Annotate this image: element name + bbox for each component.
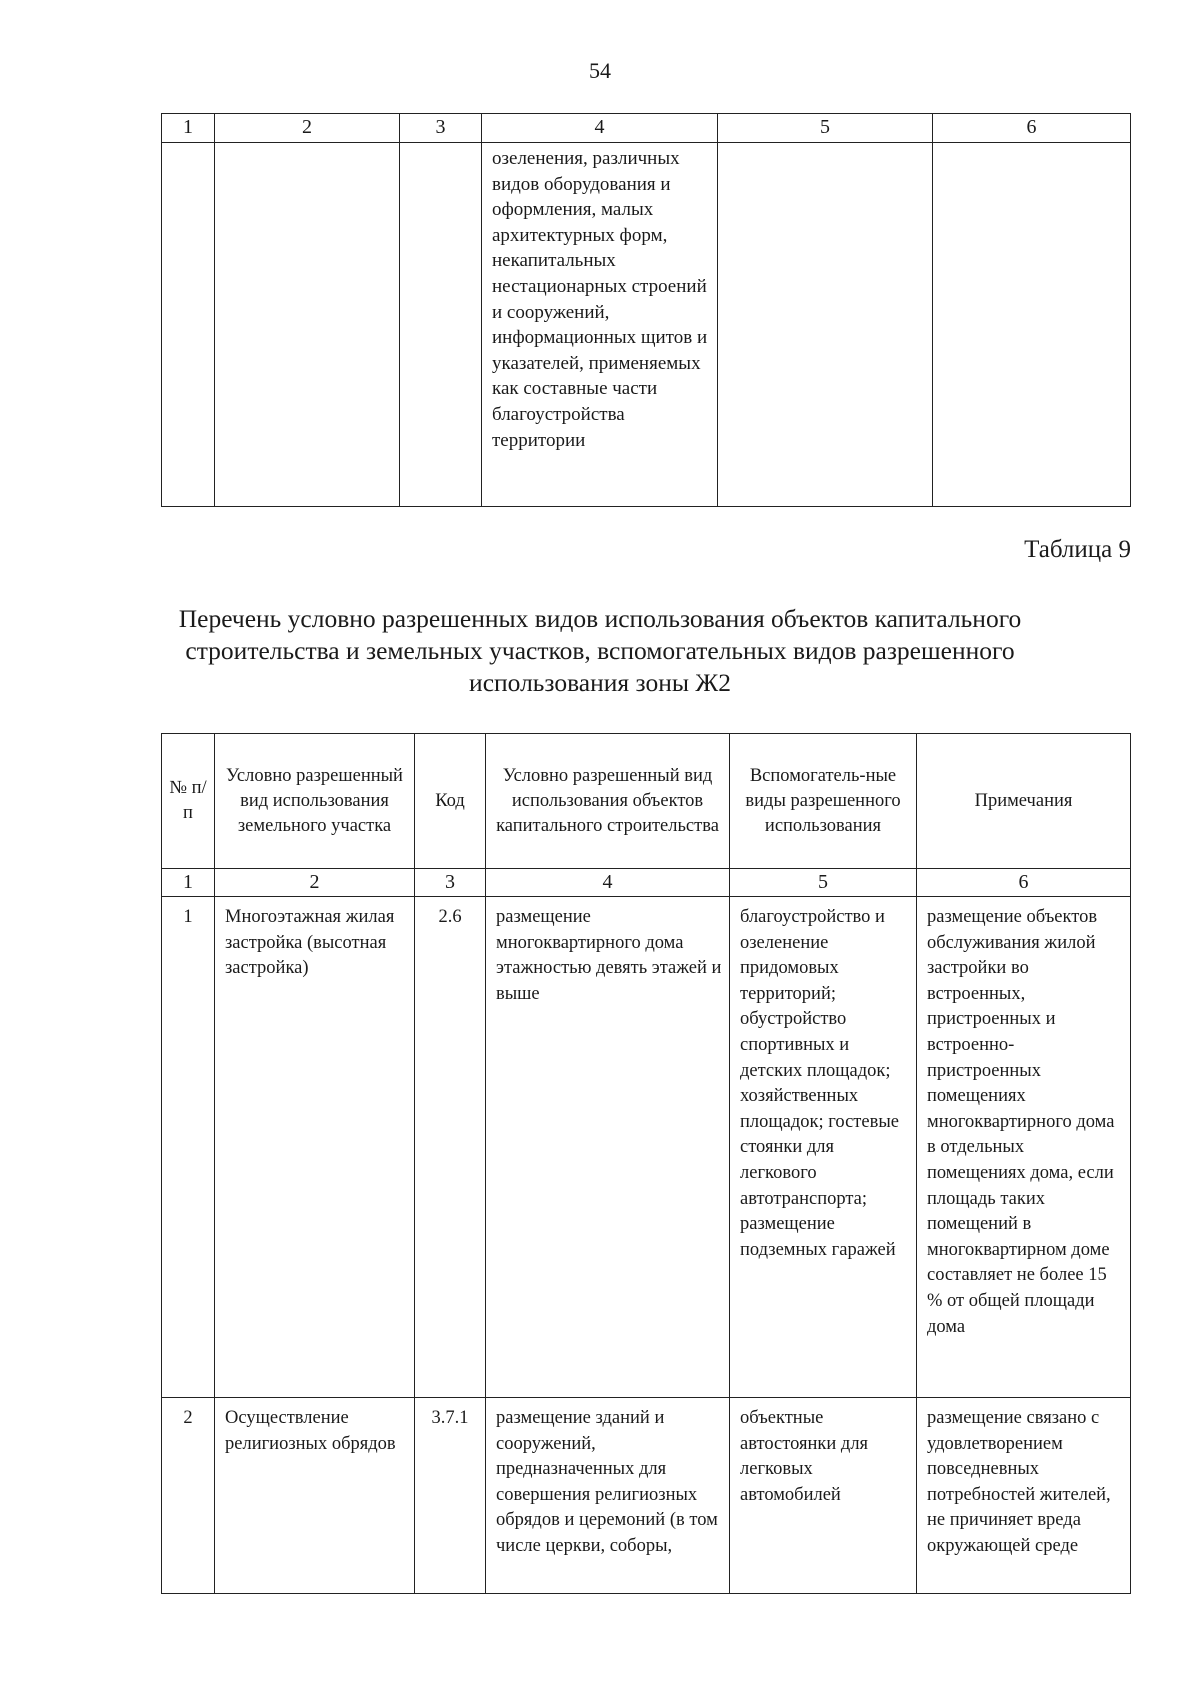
auxiliary-use-cell: объектные автостоянки для легковых автомобилей: [730, 1398, 917, 1594]
auxiliary-use-cell: благоустройство и озеленение придомовых территорий; обустройство спортивных и детских площадок; хозяйственных площадок; гостевые стоянки для легкового автотранспорта; размещение подземных гаражей: [730, 897, 917, 1398]
column-number: 5: [718, 114, 933, 143]
column-number: 4: [486, 869, 730, 897]
page-number: 54: [589, 58, 611, 83]
table-title: Перечень условно разрешенных видов использования объектов капитального строительства и земельных участков, вспомогательных видов разрешенного использования зоны Ж2: [178, 604, 1022, 697]
table-row: [162, 143, 1131, 507]
permitted-use-table: [161, 733, 1131, 1594]
column-number: 2: [215, 114, 400, 143]
column-number: 3: [400, 114, 482, 143]
column-number: 6: [933, 114, 1131, 143]
column-number: 3: [415, 869, 486, 897]
table-cell: озеленения, различных видов оборудования и оформления, малых архитектурных форм, некапитальных нестационарных строений и сооружений, информационных щитов и указателей, применяемых как составные части благоустройства территории: [482, 143, 718, 507]
row-number: 1: [162, 897, 215, 1398]
column-number-row: [162, 114, 1131, 143]
capital-use-cell: размещение зданий и сооружений, предназначенных для совершения религиозных обрядов и церемоний (в том числе церкви, соборы,: [486, 1398, 730, 1594]
table-cell: [400, 143, 482, 507]
column-header: Условно разрешенный вид использования объектов капитального строительства: [486, 734, 730, 869]
column-header: № п/п: [162, 734, 215, 869]
column-header: Код: [415, 734, 486, 869]
capital-use-cell: размещение многоквартирного дома этажностью девять этажей и выше: [486, 897, 730, 1398]
column-header: Примечания: [917, 734, 1131, 869]
code-cell: 3.7.1: [415, 1398, 486, 1594]
column-number: 1: [162, 114, 215, 143]
column-number: 2: [215, 869, 415, 897]
continuation-table: [161, 113, 1131, 507]
table-row: [162, 1398, 1131, 1594]
notes-cell: размещение объектов обслуживания жилой застройки во встроенных, пристроенных и встроенно-пристроенных помещениях многоквартирного дома в отдельных помещениях дома, если площадь таких помещений в многоквартирном доме составляет не более 15 % от общей площади дома: [917, 897, 1131, 1398]
land-use-cell: Многоэтажная жилая застройка (высотная застройка): [215, 897, 415, 1398]
table-label: Таблица 9: [1024, 536, 1131, 563]
column-header: Вспомогатель-ные виды разрешенного использования: [730, 734, 917, 869]
column-number: 1: [162, 869, 215, 897]
table-cell: [718, 143, 933, 507]
column-number: 6: [917, 869, 1131, 897]
column-number: 4: [482, 114, 718, 143]
column-number: 5: [730, 869, 917, 897]
table-cell: [933, 143, 1131, 507]
header-row: [162, 734, 1131, 869]
code-cell: 2.6: [415, 897, 486, 1398]
table-cell: [215, 143, 400, 507]
column-header: Условно разрешенный вид использования земельного участка: [215, 734, 415, 869]
land-use-cell: Осуществление религиозных обрядов: [215, 1398, 415, 1594]
row-number: 2: [162, 1398, 215, 1594]
table-cell: [162, 143, 215, 507]
table-row: [162, 897, 1131, 1398]
column-number-row: [162, 869, 1131, 897]
notes-cell: размещение связано с удовлетворением повседневных потребностей жителей, не причиняет вреда окружающей среде: [917, 1398, 1131, 1594]
